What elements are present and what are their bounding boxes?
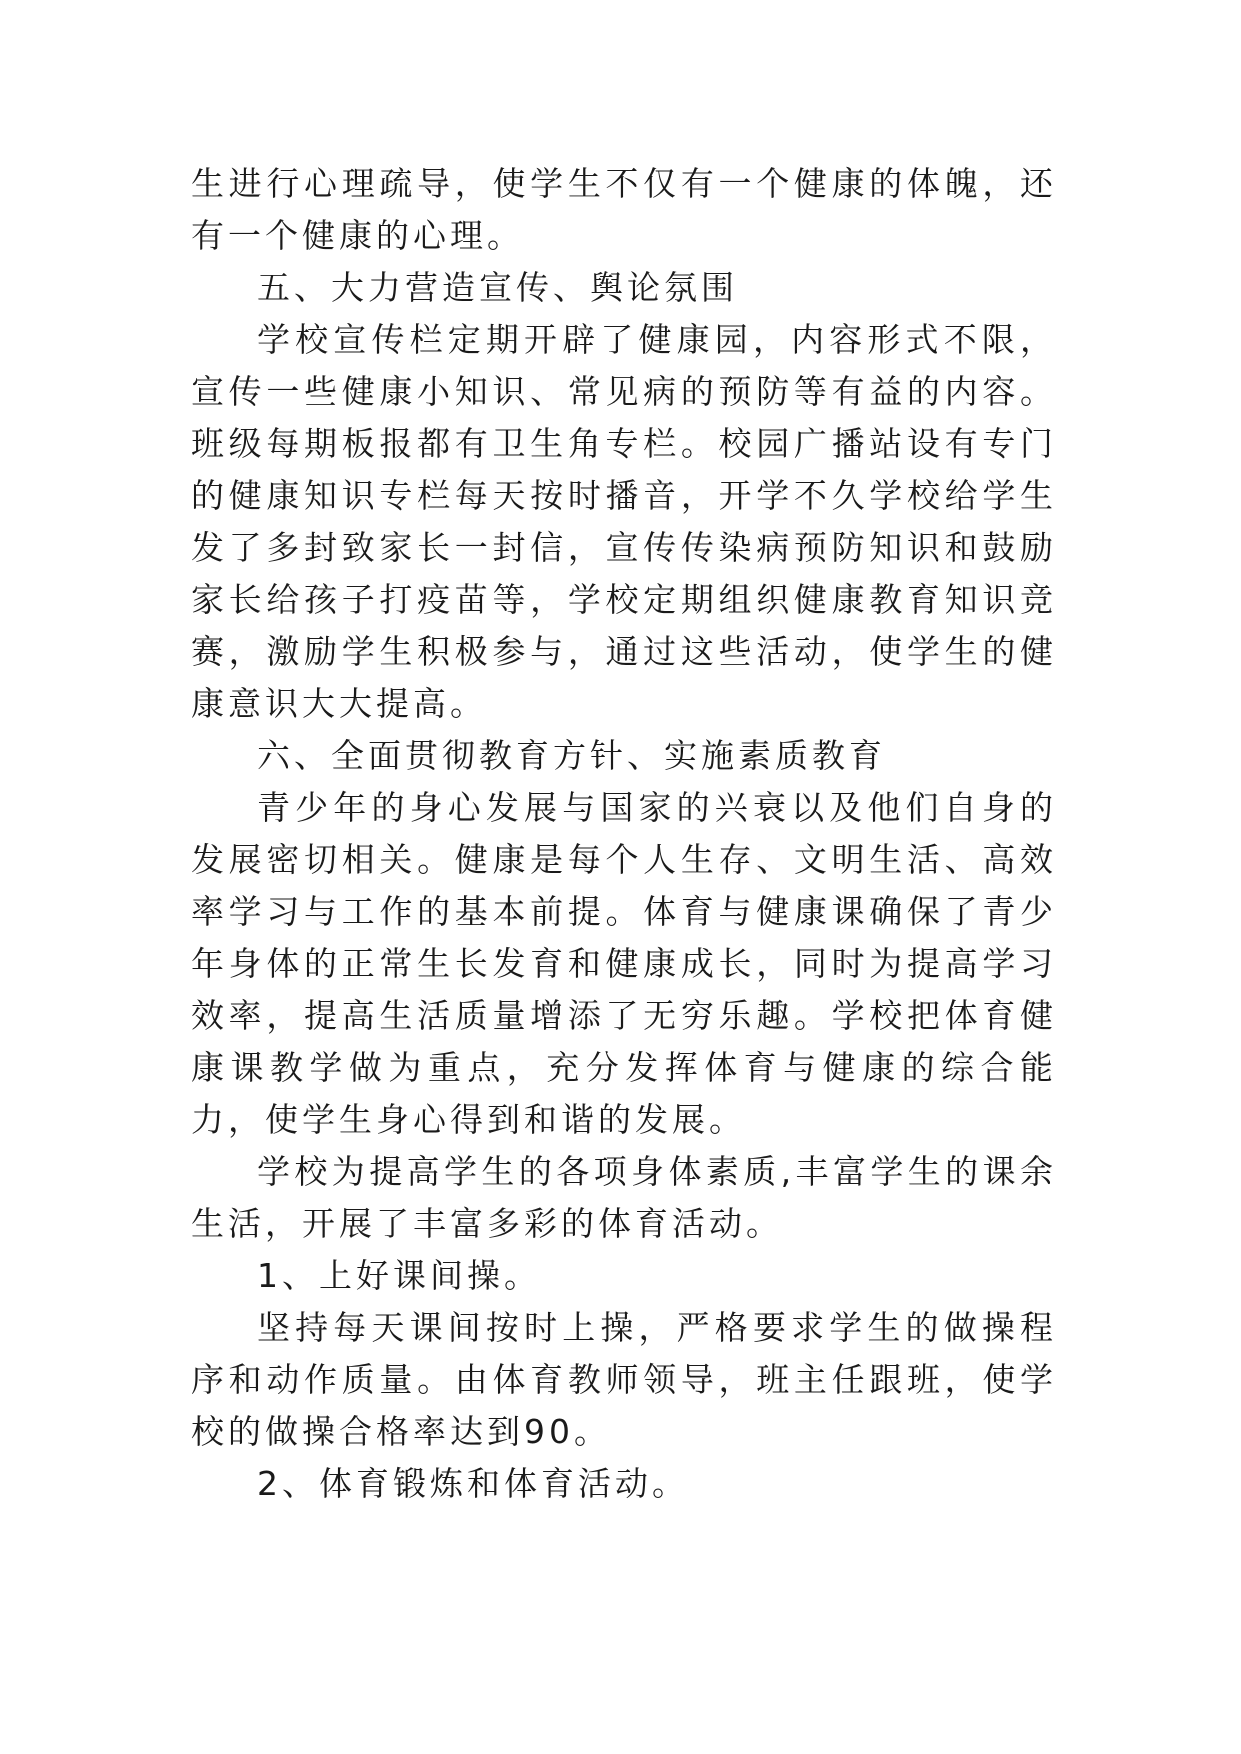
document-body — [191, 158, 1057, 1510]
list-item-heading-2: 2、体育锻炼和体育活动。 — [257, 1464, 689, 1503]
section-heading-6: 六、全面贯彻教育方针、实施素质教育 — [257, 736, 886, 775]
paragraph: 学校为提高学生的各项身体素质,丰富学生的课余生活，开展了丰富多彩的体育活动。 — [191, 1152, 1057, 1243]
paragraph: 学校宣传栏定期开辟了健康园，内容形式不限，宣传一些健康小知识、常见病的预防等有益的内容。班级每期板报都有卫生角专栏。校园广播站设有专门的健康知识专栏每天按时播音，开学不久学校给学生发了多封致家长一封信，宣传传染病预防知识和鼓励家长给孩子打疫苗等，学校定期组织健康教育知识竞赛，激励学生积极参与，通过这些活动，使学生的健康意识大大提高。 — [191, 320, 1057, 723]
paragraph: 坚持每天课间按时上操，严格要求学生的做操程序和动作质量。由体育教师领导，班主任跟班，使学校的做操合格率达到90。 — [191, 1308, 1057, 1451]
section-heading-5: 五、大力营造宣传、舆论氛围 — [257, 268, 738, 307]
list-item-heading-1: 1、上好课间操。 — [257, 1256, 541, 1295]
paragraph: 青少年的身心发展与国家的兴衰以及他们自身的发展密切相关。健康是每个人生存、文明生活、高效率学习与工作的基本前提。体育与健康课确保了青少年身体的正常生长发育和健康成长，同时为提高学习效率，提高生活质量增添了无穷乐趣。学校把体育健康课教学做为重点，充分发挥体育与健康的综合能力，使学生身心得到和谐的发展。 — [191, 788, 1057, 1139]
paragraph-continuation: 生进行心理疏导，使学生不仅有一个健康的体魄，还有一个健康的心理。 — [191, 164, 1057, 255]
